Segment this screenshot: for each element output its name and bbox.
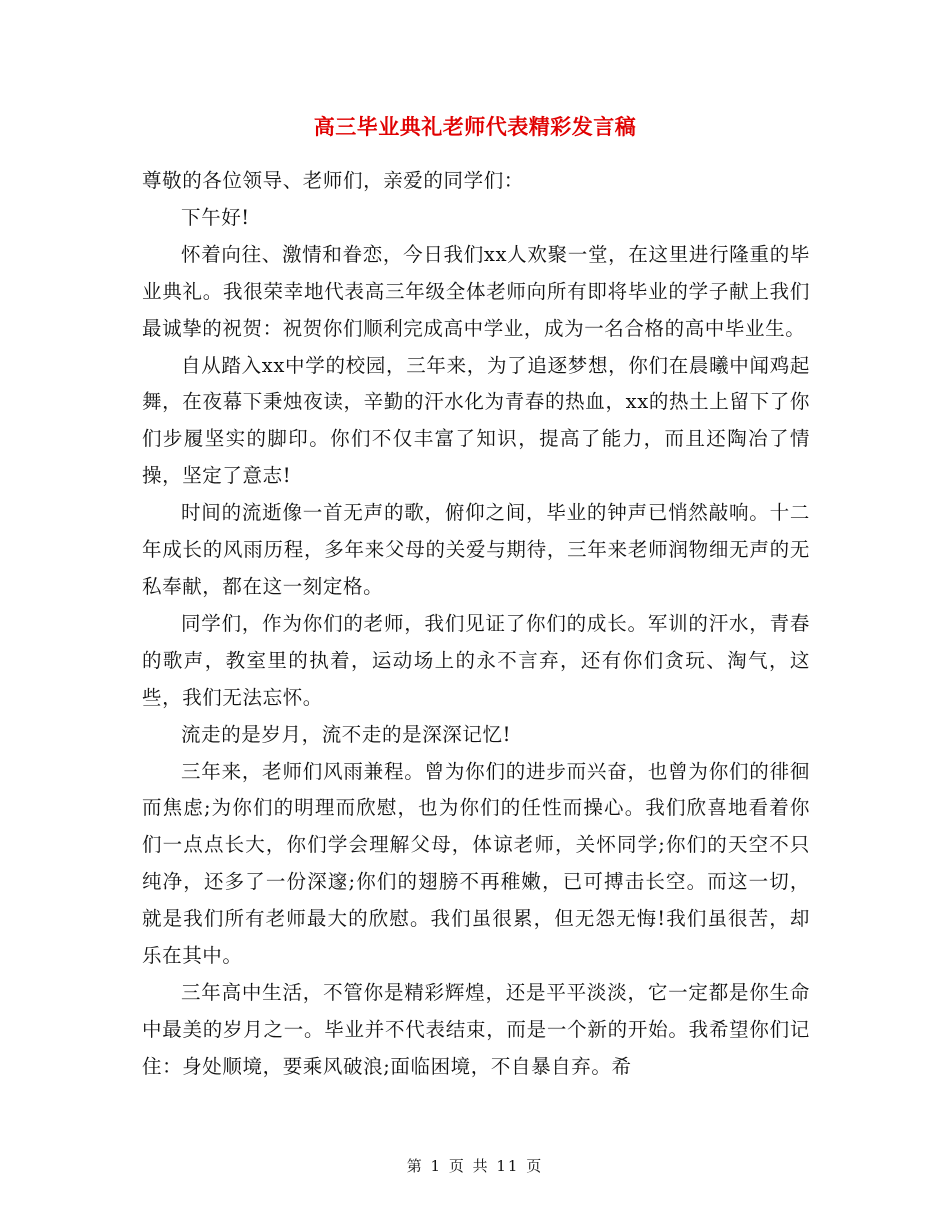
document-body [142, 163, 810, 1086]
salutation: 尊敬的各位领导、老师们，亲爱的同学们： [142, 169, 524, 192]
paragraph: 自从踏入xx中学的校园，三年来，为了追逐梦想，你们在晨曦中闻鸡起舞，在夜幕下秉烛夜读，辛勤的汗水化为青春的热血，xx的热土上留下了你们步履坚实的脚印。你们不仅丰富了知识，提高了能力，而且还陶冶了情操，坚定了意志! [142, 353, 810, 488]
paragraph: 怀着向往、激情和眷恋，今日我们xx人欢聚一堂，在这里进行隆重的毕业典礼。我很荣幸地代表高三年级全体老师向所有即将毕业的学子献上我们最诚挚的祝贺：祝贺你们顺利完成高中学业，成为一名合格的高中毕业生。 [142, 242, 810, 340]
document-title: 高三毕业典礼老师代表精彩发言稿 [313, 114, 637, 139]
paragraph: 三年来，老师们风雨兼程。曾为你们的进步而兴奋，也曾为你们的徘徊而焦虑;为你们的明理而欣慰，也为你们的任性而操心。我们欣喜地看着你们一点点长大，你们学会理解父母，体谅老师，关怀同学;你们的天空不只纯净，还多了一份深邃;你们的翅膀不再稚嫩，已可搏击长空。而这一切，就是我们所有老师最大的欣慰。我们虽很累，但无怨无悔!我们虽很苦，却乐在其中。 [142, 759, 810, 968]
paragraph: 时间的流逝像一首无声的歌，俯仰之间，毕业的钟声已悄然敲响。十二年成长的风雨历程，多年来父母的关爱与期待，三年来老师润物细无声的无私奉献，都在这一刻定格。 [142, 501, 810, 598]
paragraph: 三年高中生活，不管你是精彩辉煌，还是平平淡淡，它一定都是你生命中最美的岁月之一。毕业并不代表结束，而是一个新的开始。我希望你们记住：身处顺境，要乘风破浪;面临困境，不自暴自弃。希 [142, 980, 810, 1078]
paragraph-greeting: 下午好! [181, 205, 250, 229]
paragraph: 同学们，作为你们的老师，我们见证了你们的成长。军训的汗水，青春的歌声，教室里的执着，运动场上的永不言弃，还有你们贪玩、淘气，这些，我们无法忘怀。 [142, 611, 810, 709]
page-number-footer: 第 1 页 共 11 页 [406, 1157, 544, 1175]
paragraph: 流走的是岁月，流不走的是深深记忆! [181, 722, 512, 746]
